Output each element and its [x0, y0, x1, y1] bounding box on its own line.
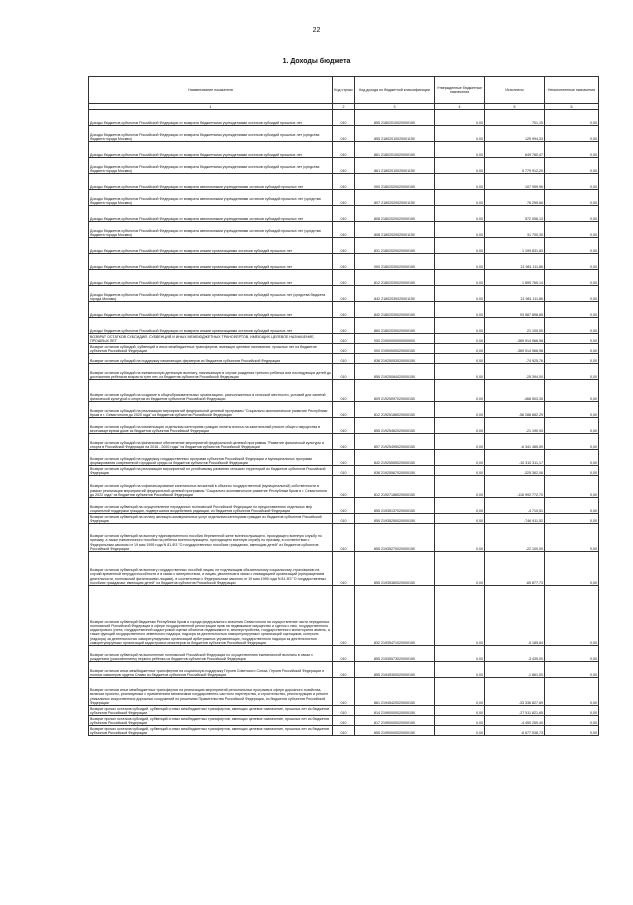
row-revenue-code-cell: 860 21802030020000150	[355, 318, 435, 334]
row-revenue-code-cell: 842 21925555020000150	[355, 450, 435, 466]
table-row	[89, 302, 599, 318]
page-number: 22	[312, 27, 321, 34]
table-row	[89, 678, 599, 706]
row-name-cell: Возврат остатков субсидий на реализацию мероприятий по устойчивому развитию сельских территорий из бюджетов субъектов Российской Федерации	[89, 466, 333, 476]
row-unexecuted-cell: 0,00	[545, 126, 599, 142]
row-approved-cell: 0,00	[435, 270, 485, 286]
row-revenue-code-cell: 861 21802010020000150	[355, 142, 435, 158]
row-executed-cell: -4 710,51	[485, 498, 545, 514]
row-revenue-code-cell: 861 21802010020001150	[355, 158, 435, 174]
table-row	[89, 364, 599, 380]
row-line-code-cell: 010	[333, 110, 355, 126]
row-executed-cell: 76 299,68	[485, 190, 545, 206]
row-line-code-cell: 010	[333, 254, 355, 270]
row-approved-cell: 0,00	[435, 706, 485, 716]
row-name-cell: Возврат остатков субвенций на выплату государственных пособий лицам, не подлежащим обязательному социальному страхованию на случай временной нетрудоспособности и в связи с материнством, и лицам, уволенным в связи с ликвидацией организаций (прекращением деятельности, полномочий физическими лицами), в соответствии с Федеральным законом от 19 мая 1995 года N 81-ФЗ "О государственных пособиях гражданам, имеющим детей" из бюджетов субъектов Российской Федерации	[89, 552, 333, 586]
row-revenue-code-cell: 855 21935573020000150	[355, 646, 435, 662]
row-name-cell: Возврат остатков субсидий на софинансирование капитальных вложений в объекты государственной (муниципальной) собственности в рамках реализации мероприятий федеральной целевой программы "Социально-экономическое развитие Республики Крым и г. Севастополя до 2022 года" из бюджетов субъектов Российской Федерации	[89, 476, 333, 498]
row-executed-cell: -27 511 821,65	[485, 706, 545, 716]
table-row	[89, 222, 599, 238]
row-unexecuted-cell: 0,00	[545, 418, 599, 434]
table-row	[89, 126, 599, 142]
column-number: 6	[545, 104, 599, 110]
row-line-code-cell: 010	[333, 126, 355, 142]
row-approved-cell: 0,00	[435, 418, 485, 434]
row-approved-cell: 0,00	[435, 586, 485, 646]
row-approved-cell: 0,00	[435, 126, 485, 142]
row-unexecuted-cell: 0,00	[545, 380, 599, 402]
row-executed-cell: 649 780,47	[485, 142, 545, 158]
row-line-code-cell: 010	[333, 524, 355, 552]
row-line-code-cell: 010	[333, 174, 355, 190]
row-approved-cell: 0,00	[435, 222, 485, 238]
row-line-code-cell: 010	[333, 354, 355, 364]
row-revenue-code-cell: 855 21990000020000150	[355, 726, 435, 736]
table-row	[89, 662, 599, 678]
row-line-code-cell: 010	[333, 552, 355, 586]
row-revenue-code-cell: 855 21935270020000150	[355, 524, 435, 552]
row-unexecuted-cell: 0,00	[545, 402, 599, 418]
table-row	[89, 354, 599, 364]
row-name-cell: Доходы бюджетов субъектов Российской Федерации от возврата бюджетными учреждениями остатков субсидий прошлых лет	[89, 110, 333, 126]
table-row	[89, 586, 599, 646]
row-line-code-cell: 010	[333, 318, 355, 334]
row-revenue-code-cell: 855 21935250020000150	[355, 514, 435, 524]
row-revenue-code-cell: 855 21925462020000150	[355, 418, 435, 434]
row-name-cell: Доходы бюджетов субъектов Российской Федерации от возврата иными организациями остатков субсидий прошлых лет	[89, 302, 333, 318]
row-revenue-code-cell: 855 21935137020000150	[355, 498, 435, 514]
row-name-cell: Возврат прочих остатков субсидий, субвенций и иных межбюджетных трансфертов, имеющих целевое назначение, прошлых лет из бюджетов субъектов Российской Федерации	[89, 706, 333, 716]
row-executed-cell: -58 288 682,29	[485, 402, 545, 418]
row-revenue-code-cell: 838 21925567020000150	[355, 466, 435, 476]
row-approved-cell: 0,00	[435, 354, 485, 364]
row-name-cell: Доходы бюджетов субъектов Российской Федерации от возврата иными организациями остатков субсидий прошлых лет	[89, 254, 333, 270]
row-line-code-cell: 010	[333, 678, 355, 706]
row-line-code-cell: 010	[333, 334, 355, 344]
row-unexecuted-cell: 0,00	[545, 270, 599, 286]
row-name-cell: Возврат остатков субсидий на финансовое обеспечение мероприятий федеральной целевой программы "Развитие физической культуры и спорта в Российской Федерации на 2016 - 2020 годы" из бюджетов субъектов Российской Федерации	[89, 434, 333, 450]
row-line-code-cell: 010	[333, 158, 355, 174]
row-unexecuted-cell: 0,00	[545, 254, 599, 270]
row-approved-cell: 0,00	[435, 286, 485, 302]
row-approved-cell: 0,00	[435, 364, 485, 380]
row-name-cell: Доходы бюджетов субъектов Российской Федерации от возврата бюджетными учреждениями остатков субсидий прошлых лет	[89, 142, 333, 158]
row-revenue-code-cell: 861 21945420020000150	[355, 678, 435, 706]
row-revenue-code-cell: 808 21802020020000150	[355, 206, 435, 222]
row-approved-cell: 0,00	[435, 206, 485, 222]
row-approved-cell: 0,00	[435, 254, 485, 270]
row-line-code-cell: 010	[333, 434, 355, 450]
row-executed-cell: -10 310 311,17	[485, 450, 545, 466]
row-unexecuted-cell: 0,00	[545, 662, 599, 678]
row-revenue-code-cell: 831 21802020020000150	[355, 238, 435, 254]
row-line-code-cell: 010	[333, 380, 355, 402]
row-approved-cell: 0,00	[435, 380, 485, 402]
row-executed-cell: -22 100,00	[485, 524, 545, 552]
row-executed-cell: 93 587 898,85	[485, 302, 545, 318]
row-revenue-code-cell: 842 21802030020000150	[355, 302, 435, 318]
table-row	[89, 434, 599, 450]
header-revenue-code: Код дохода по бюджетной классификации	[355, 77, 435, 104]
row-approved-cell: 0,00	[435, 238, 485, 254]
row-unexecuted-cell: 0,00	[545, 498, 599, 514]
table-row	[89, 110, 599, 126]
row-revenue-code-cell: 838 21925053020000150	[355, 354, 435, 364]
row-line-code-cell: 010	[333, 476, 355, 498]
table-row	[89, 450, 599, 466]
table-row	[89, 726, 599, 736]
row-revenue-code-cell: 817 21990000020000150	[355, 716, 435, 726]
table-row	[89, 552, 599, 586]
row-executed-cell: 21 981 111,86	[485, 254, 545, 270]
row-line-code-cell: 010	[333, 142, 355, 158]
row-revenue-code-cell: 855 21802010020001150	[355, 126, 435, 142]
row-revenue-code-cell: 814 21990000020000150	[355, 706, 435, 716]
header-indicator-name: Наименование показателя	[89, 77, 333, 104]
header-line-code: Код строки	[333, 77, 355, 104]
row-executed-cell: 5 779 912,20	[485, 158, 545, 174]
table-row	[89, 380, 599, 402]
row-executed-cell: -468 503,35	[485, 380, 545, 402]
row-revenue-code-cell: 000 21802030020000150	[355, 254, 435, 270]
row-approved-cell: 0,00	[435, 678, 485, 706]
column-number: 4	[435, 104, 485, 110]
header-approved: Утвержденные бюджетные назначения	[435, 77, 485, 104]
row-name-cell: Возврат остатков субвенций на выполнение полномочий Российской Федерации по осуществлению ежемесячной выплаты в связи с рождением (усыновлением) первого ребенка из бюджетов субъектов Российской Федерации	[89, 646, 333, 662]
table-row	[89, 514, 599, 524]
row-revenue-code-cell: 855 21802010020000150	[355, 110, 435, 126]
row-unexecuted-cell: 0,00	[545, 354, 599, 364]
row-line-code-cell: 010	[333, 726, 355, 736]
table-row	[89, 270, 599, 286]
row-name-cell: Возврат прочих остатков субсидий, субвенций и иных межбюджетных трансфертов, имеющих целевое назначение, прошлых лет из бюджетов субъектов Российской Федерации	[89, 726, 333, 736]
row-approved-cell: 0,00	[435, 318, 485, 334]
row-approved-cell: 0,00	[435, 334, 485, 344]
row-revenue-code-cell: 855 21945300020000150	[355, 662, 435, 678]
row-name-cell: Доходы бюджетов субъектов Российской Федерации от возврата иными организациями остатков субсидий прошлых лет (средства бюджета города Москвы)	[89, 286, 333, 302]
row-name-cell: Возврат остатков субсидий на создание в общеобразовательных организациях, расположенных в сельской местности, условий для занятий физической культурой и спортом из бюджетов субъектов Российской Федерации	[89, 380, 333, 402]
row-unexecuted-cell: 0,00	[545, 476, 599, 498]
header-unexecuted: Неисполненные назначения	[545, 77, 599, 104]
row-revenue-code-cell: 812 21927188020000150	[355, 476, 435, 498]
row-line-code-cell: 010	[333, 238, 355, 254]
row-line-code-cell: 010	[333, 418, 355, 434]
table-row	[89, 318, 599, 334]
row-name-cell: Возврат остатков субвенций бюджетам Республики Крым и города федерального значения Севастополя на осуществление части переданных полномочий Российской Федерации в сфере государственной регистрации прав на недвижимое имущество и сделок с ним, государственного кадастрового учета, государственной кадастровой оценки объектов недвижимости, землеустройства, государственного мониторинга земель, а также функций государственного земельного надзора, надзора за деятельностью саморегулируемых организаций оценщиков, контроля (надзора) за деятельностью саморегулируемых организаций арбитражных управляющих, государственного надзора за деятельностью саморегулируемых организаций кадастровых инженеров из бюджетов субъектов Российской Федерации	[89, 586, 333, 646]
table-row	[89, 190, 599, 206]
row-line-code-cell: 010	[333, 302, 355, 318]
row-line-code-cell: 010	[333, 716, 355, 726]
table-row	[89, 334, 599, 344]
row-approved-cell: 0,00	[435, 158, 485, 174]
row-executed-cell: -325 362,06	[485, 466, 545, 476]
row-unexecuted-cell: 0,00	[545, 450, 599, 466]
row-unexecuted-cell: 0,00	[545, 706, 599, 716]
row-approved-cell: 0,00	[435, 552, 485, 586]
row-unexecuted-cell: 0,00	[545, 206, 599, 222]
row-name-cell: ВОЗВРАТ ОСТАТКОВ СУБСИДИЙ, СУБВЕНЦИЙ И ИНЫХ МЕЖБЮДЖЕТНЫХ ТРАНСФЕРТОВ, ИМЕЮЩИХ ЦЕЛЕВОЕ НАЗНАЧЕНИЕ, ПРОШЛЫХ ЛЕТ	[89, 334, 333, 344]
row-line-code-cell: 010	[333, 286, 355, 302]
row-executed-cell: 1 899 765,14	[485, 270, 545, 286]
row-unexecuted-cell: 0,00	[545, 174, 599, 190]
row-unexecuted-cell: 0,00	[545, 364, 599, 380]
section-title: 1. Доходы бюджета	[282, 58, 351, 65]
row-revenue-code-cell: 832 21935471020000150	[355, 586, 435, 646]
row-executed-cell: 572 056,13	[485, 206, 545, 222]
row-name-cell: Возврат остатков субвенций на выплату единовременного пособия беременной жене военнослужащего, проходящего военную службу по призыву, а также ежемесячного пособия на ребенка военнослужащего, проходящего военную службу по призыву, в соответствии с Федеральным законом от 19 мая 1995 года N 81-ФЗ "О государственных пособиях гражданам, имеющим детей" из бюджетов субъектов Российской Федерации	[89, 524, 333, 552]
row-unexecuted-cell: 0,00	[545, 726, 599, 736]
row-line-code-cell: 010	[333, 222, 355, 238]
row-approved-cell: 0,00	[435, 662, 485, 678]
row-name-cell: Доходы бюджетов субъектов Российской Федерации от возврата автономными учреждениями остатков субсидий прошлых лет	[89, 174, 333, 190]
row-unexecuted-cell: 0,00	[545, 334, 599, 344]
row-unexecuted-cell: 0,00	[545, 318, 599, 334]
row-unexecuted-cell: 0,00	[545, 586, 599, 646]
row-name-cell: Возврат остатков субсидий на компенсацию отдельным категориям граждан оплаты взноса на капитальный ремонт общего имущества в многоквартирном доме из бюджетов субъектов Российской Федерации	[89, 418, 333, 434]
row-executed-cell: 21 100,00	[485, 318, 545, 334]
row-approved-cell: 0,00	[435, 174, 485, 190]
row-name-cell: Доходы бюджетов субъектов Российской Федерации от возврата автономными учреждениями остатков субсидий прошлых лет	[89, 206, 333, 222]
table-row	[89, 254, 599, 270]
row-executed-cell: -6 677 538,73	[485, 726, 545, 736]
row-approved-cell: 0,00	[435, 476, 485, 498]
table-row	[89, 206, 599, 222]
row-executed-cell: -746 911,52	[485, 514, 545, 524]
row-revenue-code-cell: 807 21802020020001150	[355, 190, 435, 206]
row-revenue-code-cell: 842 21802030020001150	[355, 286, 435, 302]
row-name-cell: Возврат остатков субсидий на поддержку начинающих фермеров из бюджетов субъектов Российской Федерации	[89, 354, 333, 364]
row-line-code-cell: 010	[333, 206, 355, 222]
row-revenue-code-cell: 000 21802020020000150	[355, 174, 435, 190]
row-approved-cell: 0,00	[435, 434, 485, 450]
row-executed-cell: -369 914 966,98	[485, 344, 545, 354]
row-name-cell: Доходы бюджетов субъектов Российской Федерации от возврата иными организациями остатков субсидий прошлых лет	[89, 318, 333, 334]
row-revenue-code-cell: 000 21900000020000150	[355, 344, 435, 354]
row-line-code-cell: 010	[333, 364, 355, 380]
row-name-cell: Возврат остатков иных межбюджетных трансфертов на социальную поддержку Героев Советского Союза, Героев Российской Федерации и полных кавалеров ордена Славы из бюджетов субъектов Российской Федерации	[89, 662, 333, 678]
table-row	[89, 238, 599, 254]
row-unexecuted-cell: 0,00	[545, 158, 599, 174]
row-name-cell: Возврат остатков субвенций на оплату жилищно-коммунальных услуг отдельным категориям граждан из бюджетов субъектов Российской Федерации	[89, 514, 333, 524]
row-approved-cell: 0,00	[435, 716, 485, 726]
table-row	[89, 174, 599, 190]
table-row	[89, 418, 599, 434]
row-name-cell: Возврат остатков субвенций на осуществление переданных полномочий Российской Федерации по предоставлению отдельных мер социальной поддержки граждан, подвергшихся воздействию радиации, из бюджетов субъектов Российской Федерации	[89, 498, 333, 514]
row-unexecuted-cell: 0,00	[545, 142, 599, 158]
row-name-cell: Доходы бюджетов субъектов Российской Федерации от возврата бюджетными учреждениями остатков субсидий прошлых лет (средства бюджета города Москвы)	[89, 158, 333, 174]
row-unexecuted-cell: 0,00	[545, 344, 599, 354]
column-number: 2	[333, 104, 355, 110]
row-approved-cell: 0,00	[435, 142, 485, 158]
row-unexecuted-cell: 0,00	[545, 286, 599, 302]
row-approved-cell: 0,00	[435, 726, 485, 736]
row-executed-cell: -21 190,93	[485, 418, 545, 434]
row-line-code-cell: 010	[333, 190, 355, 206]
table-header-row	[89, 77, 599, 104]
row-unexecuted-cell: 0,00	[545, 466, 599, 476]
row-name-cell: Возврат остатков субсидий на ежемесячную денежную выплату, назначаемую в случае рождения третьего ребенка или последующих детей до достижения ребенком возраста трех лет, из бюджетов субъектов Российской Федерации	[89, 364, 333, 380]
table-row	[89, 286, 599, 302]
table-row	[89, 646, 599, 662]
row-executed-cell: -4 450 259,40	[485, 716, 545, 726]
row-executed-cell: -369 914 966,98	[485, 334, 545, 344]
row-approved-cell: 0,00	[435, 450, 485, 466]
row-line-code-cell: 010	[333, 344, 355, 354]
row-approved-cell: 0,00	[435, 498, 485, 514]
row-unexecuted-cell: 0,00	[545, 434, 599, 450]
row-executed-cell: -65 877,73	[485, 552, 545, 586]
row-unexecuted-cell: 0,00	[545, 190, 599, 206]
row-unexecuted-cell: 0,00	[545, 110, 599, 126]
row-executed-cell: 107 999,96	[485, 174, 545, 190]
row-name-cell: Доходы бюджетов субъектов Российской Федерации от возврата иными организациями остатков субсидий прошлых лет	[89, 238, 333, 254]
row-unexecuted-cell: 0,00	[545, 646, 599, 662]
row-executed-cell: -33 336 827,89	[485, 678, 545, 706]
row-unexecuted-cell: 0,00	[545, 302, 599, 318]
table-row	[89, 498, 599, 514]
row-line-code-cell: 010	[333, 450, 355, 466]
row-unexecuted-cell: 0,00	[545, 716, 599, 726]
row-executed-cell: 21 981 111,86	[485, 286, 545, 302]
table-row	[89, 476, 599, 498]
row-line-code-cell: 010	[333, 662, 355, 678]
row-line-code-cell: 010	[333, 514, 355, 524]
row-revenue-code-cell: 808 21802020020001150	[355, 222, 435, 238]
row-line-code-cell: 010	[333, 586, 355, 646]
row-revenue-code-cell: 809 21925097020000150	[355, 380, 435, 402]
row-executed-cell: -74 925,76	[485, 354, 545, 364]
row-revenue-code-cell: 855 21935380020000150	[355, 552, 435, 586]
row-approved-cell: 0,00	[435, 524, 485, 552]
table-row	[89, 158, 599, 174]
row-executed-cell: -116 992 772,70	[485, 476, 545, 498]
row-line-code-cell: 010	[333, 706, 355, 716]
column-number: 3	[355, 104, 435, 110]
row-approved-cell: 0,00	[435, 514, 485, 524]
row-name-cell: Возврат прочих остатков субсидий, субвенций и иных межбюджетных трансфертов, имеющих целевое назначение, прошлых лет из бюджетов субъектов Российской Федерации	[89, 716, 333, 726]
row-name-cell: Доходы бюджетов субъектов Российской Федерации от возврата автономными учреждениями остатков субсидий прошлых лет (средства бюджета города Москвы)	[89, 190, 333, 206]
row-executed-cell: 125 994,33	[485, 126, 545, 142]
row-unexecuted-cell: 0,00	[545, 552, 599, 586]
row-name-cell: Доходы бюджетов субъектов Российской Федерации от возврата бюджетными учреждениями остатков субсидий прошлых лет (средства бюджета города Москвы)	[89, 126, 333, 142]
row-name-cell: Возврат остатков субсидий на поддержку государственных программ субъектов Российской Федерации и муниципальных программ формирования современной городской среды из бюджетов субъектов Российской Федерации	[89, 450, 333, 466]
header-executed: Исполнено	[485, 77, 545, 104]
row-approved-cell: 0,00	[435, 344, 485, 354]
table-row	[89, 706, 599, 716]
row-executed-cell: -5 185,84	[485, 586, 545, 646]
row-name-cell: Доходы бюджетов субъектов Российской Федерации от возврата иными организациями остатков субсидий прошлых лет	[89, 270, 333, 286]
row-revenue-code-cell: 807 21925495020000150	[355, 434, 435, 450]
column-number: 5	[485, 104, 545, 110]
row-line-code-cell: 010	[333, 402, 355, 418]
row-unexecuted-cell: 0,00	[545, 238, 599, 254]
row-revenue-code-cell: 812 21925188020000150	[355, 402, 435, 418]
row-name-cell: Возврат остатков субсидий на реализацию мероприятий федеральной целевой программы "Социально-экономическое развитие Республики Крым и г. Севастополя до 2020 года" из бюджетов субъектов Российской Федерации	[89, 402, 333, 418]
row-approved-cell: 0,00	[435, 110, 485, 126]
row-name-cell: Возврат остатков иных межбюджетных трансфертов на реализацию мероприятий региональных программ в сфере дорожного хозяйства, включая проекты, реализуемые с применением механизмов государственно-частного партнерства, и строительство, реконструкцию и ремонт уникальных искусственных дорожных сооружений по решениям Правительства Российской Федерации, из бюджетов субъектов Российской Федерации	[89, 678, 333, 706]
row-revenue-code-cell: 812 21802030020000150	[355, 270, 435, 286]
row-revenue-code-cell: 855 21925084020000150	[355, 364, 435, 380]
row-name-cell: Возврат остатков субсидий, субвенций и иных межбюджетных трансфертов, имеющих целевое назначение, прошлых лет из бюджетов субъектов Российской Федерации	[89, 344, 333, 354]
row-executed-cell: 31 700,30	[485, 222, 545, 238]
table-row	[89, 344, 599, 354]
row-revenue-code-cell: 000 21900000000000000	[355, 334, 435, 344]
row-line-code-cell: 010	[333, 498, 355, 514]
row-approved-cell: 0,00	[435, 402, 485, 418]
table-row	[89, 716, 599, 726]
row-unexecuted-cell: 0,00	[545, 678, 599, 706]
budget-revenue-table	[88, 76, 599, 736]
table-row	[89, 524, 599, 552]
row-executed-cell: -1 661,00	[485, 662, 545, 678]
column-number: 1	[89, 104, 333, 110]
row-executed-cell: 1 199 831,83	[485, 238, 545, 254]
row-approved-cell: 0,00	[435, 466, 485, 476]
row-name-cell: Доходы бюджетов субъектов Российской Федерации от возврата автономными учреждениями остатков субсидий прошлых лет (средства бюджета города Москвы)	[89, 222, 333, 238]
row-approved-cell: 0,00	[435, 190, 485, 206]
row-executed-cell: -25 394,00	[485, 364, 545, 380]
table-row	[89, 466, 599, 476]
row-unexecuted-cell: 0,00	[545, 514, 599, 524]
table-row	[89, 402, 599, 418]
row-approved-cell: 0,00	[435, 646, 485, 662]
row-unexecuted-cell: 0,00	[545, 524, 599, 552]
row-executed-cell: 701,15	[485, 110, 545, 126]
row-line-code-cell: 010	[333, 466, 355, 476]
row-line-code-cell: 010	[333, 270, 355, 286]
row-executed-cell: -6 341 485,59	[485, 434, 545, 450]
row-line-code-cell: 010	[333, 646, 355, 662]
row-unexecuted-cell: 0,00	[545, 222, 599, 238]
row-approved-cell: 0,00	[435, 302, 485, 318]
table-row	[89, 142, 599, 158]
row-executed-cell: -3 435,00	[485, 646, 545, 662]
